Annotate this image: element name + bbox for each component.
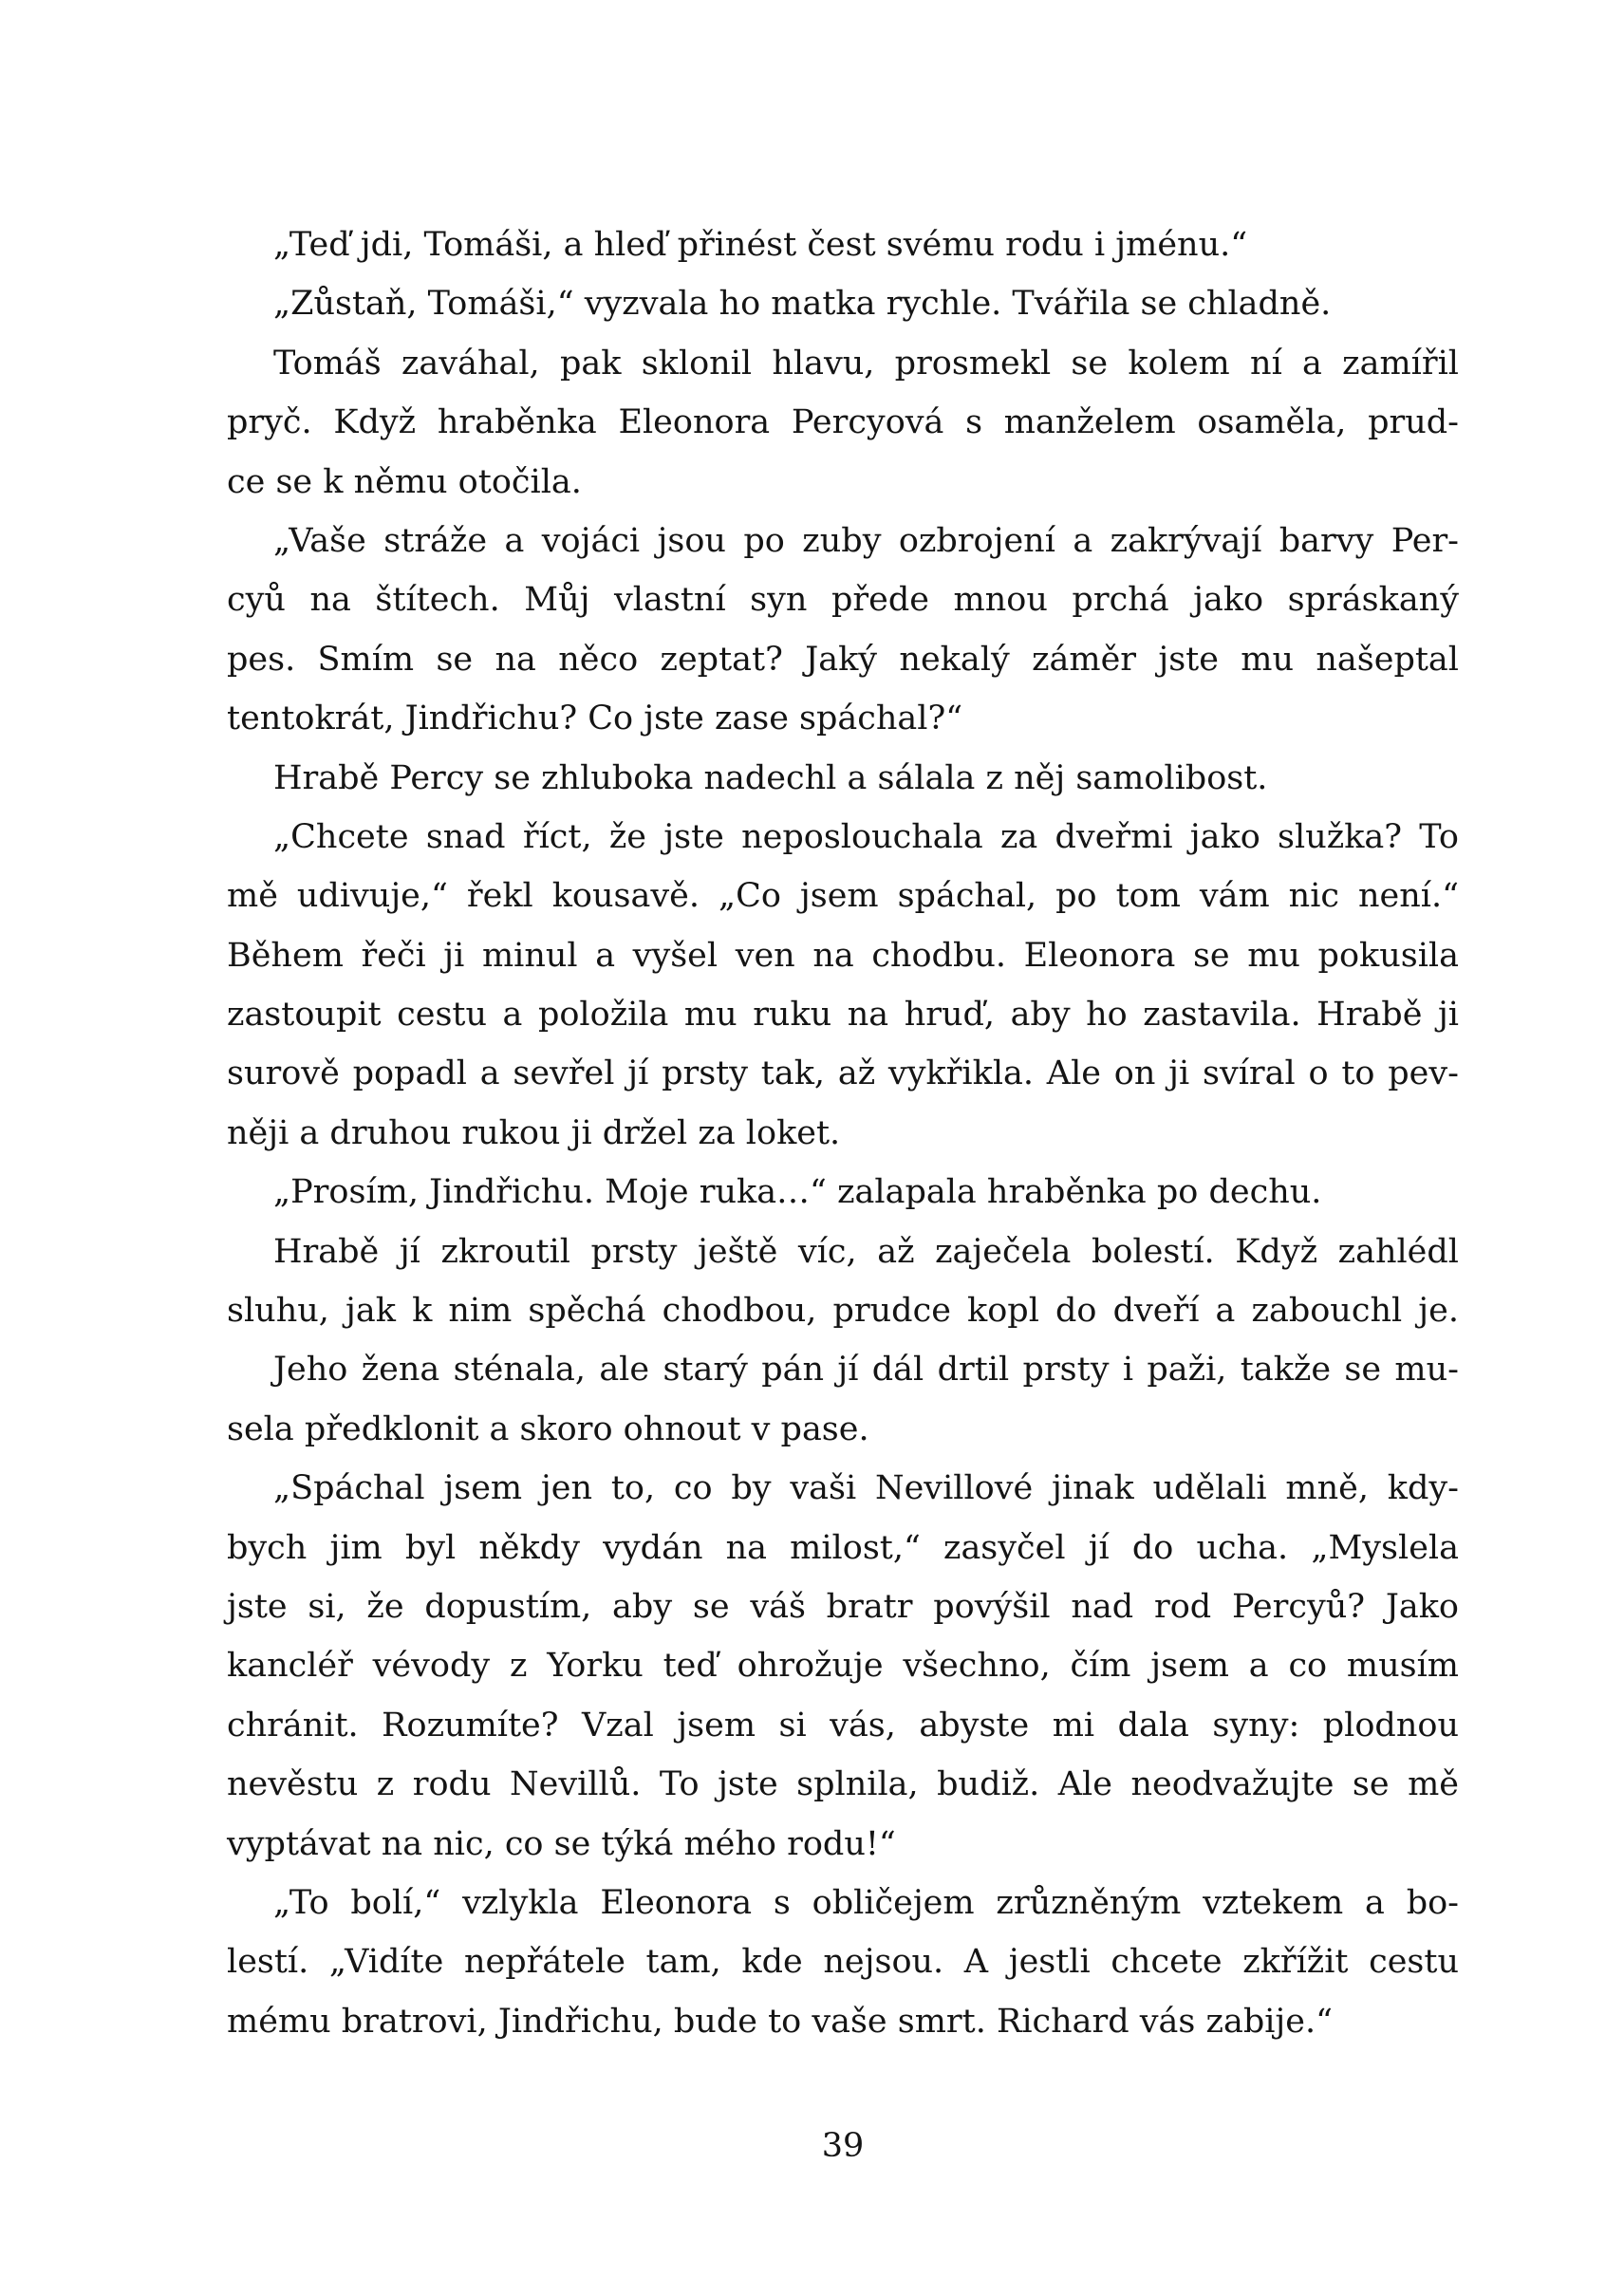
paragraph-first-line: „To bolí,“ vzlykla Eleonora s obličejem zrůzněným vztekem a bo-	[273, 1883, 1459, 1922]
paragraph-first-line: Tomáš zaváhal, pak sklonil hlavu, prosmekl se kolem ní a zamířil	[273, 344, 1459, 382]
paragraph-first-line: „Zůstaň, Tomáši,“ vyzvala ho matka rychle. Tvářila se chladně.	[273, 285, 1332, 324]
paragraph-first-line: Jeho žena sténala, ale starý pán jí dál drtil prsty i paži, takže se mu-	[273, 1351, 1459, 1390]
text-line: mě udivuje,“ řekl kousavě. „Co jsem spáchal, po tom vám nic není.“	[227, 877, 1459, 916]
text-line: jste si, že dopustím, aby se váš bratr povýšil nad rod Percyů? Jako	[227, 1587, 1459, 1626]
paragraph-first-line: Hrabě Percy se zhluboka nadechl a sálala z něj samolibost.	[273, 758, 1268, 797]
text-line: bych jim byl někdy vydán na milost,“ zasyčel jí do ucha. „Myslela	[227, 1528, 1459, 1567]
text-line: cyů na štítech. Můj vlastní syn přede mnou prchá jako spráskaný	[227, 581, 1459, 620]
paragraph-first-line: „Teď jdi, Tomáši, a hleď přinést čest svému rodu i jménu.“	[273, 226, 1248, 264]
text-line: sela předklonit a skoro ohnout v pase.	[227, 1409, 869, 1448]
text-line: pes. Smím se na něco zeptat? Jaký nekalý záměr jste mu našeptal	[227, 640, 1459, 679]
text-line: tentokrát, Jindřichu? Co jste zase spáchal?“	[227, 700, 963, 738]
text-line: vyptávat na nic, co se týká mého rodu!“	[227, 1824, 896, 1863]
page-number: 39	[821, 2127, 865, 2165]
text-line: lestí. „Vidíte nepřátele tam, kde nejsou. A jestli chcete zkřížit cestu	[227, 1943, 1459, 1982]
text-line: sluhu, jak k nim spěchá chodbou, prudce kopl do dveří a zabouchl je.	[227, 1292, 1459, 1331]
text-line: kancléř vévody z Yorku teď ohrožuje všechno, čím jsem a co musím	[227, 1647, 1459, 1686]
paragraph-first-line: „Prosím, Jindřichu. Moje ruka…“ zalapala hraběnka po dechu.	[273, 1173, 1322, 1212]
text-line: něji a druhou rukou ji držel za loket.	[227, 1113, 841, 1152]
paragraph-first-line: „Chcete snad říct, že jste neposlouchala za dveřmi jako služka? To	[273, 817, 1459, 856]
body-text	[227, 215, 1459, 2051]
paragraph-first-line: „Spáchal jsem jen to, co by vaši Nevillové jinak udělali mně, kdy-	[273, 1469, 1459, 1508]
text-line: ce se k němu otočila.	[227, 462, 582, 501]
paragraph-first-line: „Vaše stráže a vojáci jsou po zuby ozbrojení a zakrývají barvy Per-	[273, 521, 1459, 560]
text-line: mému bratrovi, Jindřichu, bude to vaše smrt. Richard vás zabije.“	[227, 2002, 1333, 2041]
text-line: nevěstu z rodu Nevillů. To jste splnila, budiž. Ale neodvažujte se mě	[227, 1765, 1459, 1804]
text-line: pryč. Když hraběnka Eleonora Percyová s manželem osaměla, prud-	[227, 403, 1459, 442]
text-line: Během řeči ji minul a vyšel ven na chodbu. Eleonora se mu pokusila	[227, 936, 1459, 975]
paragraph-first-line: Hrabě jí zkroutil prsty ještě víc, až zaječela bolestí. Když zahlédl	[273, 1232, 1459, 1271]
text-line: zastoupit cestu a položila mu ruku na hruď, aby ho zastavila. Hrabě ji	[227, 996, 1459, 1035]
text-line: chránit. Rozumíte? Vzal jsem si vás, abyste mi dala syny: plodnou	[227, 1706, 1459, 1745]
text-line: surově popadl a sevřel jí prsty tak, až vykřikla. Ale on ji svíral o to pev-	[227, 1054, 1459, 1093]
